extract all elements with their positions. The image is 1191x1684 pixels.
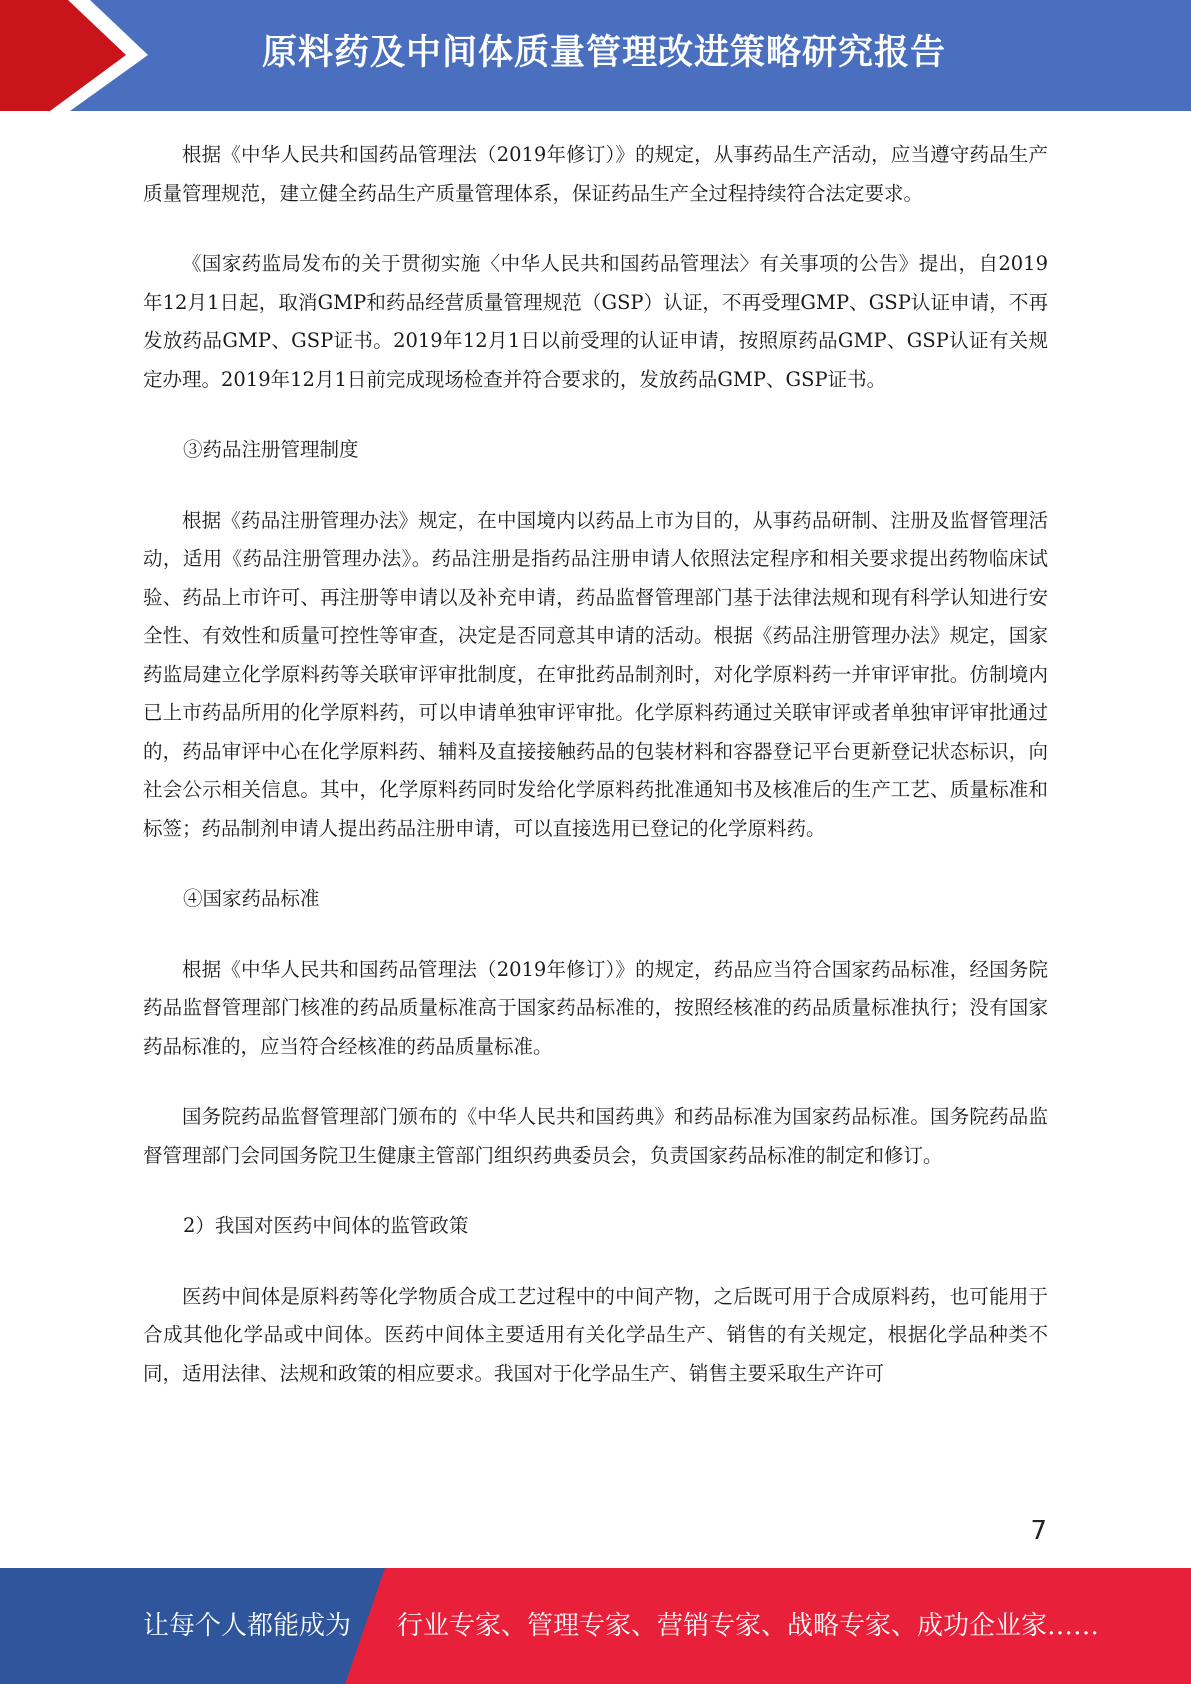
page-footer <box>0 1568 1191 1684</box>
section-heading-national-standards: ④国家药品标准 <box>183 887 320 910</box>
paragraph-gmp-certification: 《国家药监局发布的关于贯彻实施〈中华人民共和国药品管理法〉有关事项的公告》提出，自2019年12月1日起，取消GMP和药品经营质量管理规范（GSP）认证，不再受理GMP、GSP认证申请，不再发放药品GMP、GSP证书。2019年12月1日以前受理的认证申请，按照原药品GMP、GSP认证有关规定办理。2019年12月1日前完成现场检查并符合要求的，发放药品GMP、GSP证书。 <box>143 252 1048 391</box>
document-title: 原料药及中间体质量管理改进策略研究报告 <box>262 33 947 73</box>
paragraph-national-standards: 根据《中华人民共和国药品管理法（2019年修订）》的规定，药品应当符合国家药品标准，经国务院药品监督管理部门核准的药品质量标准高于国家药品标准的，按照经核准的药品质量标准执行；没有国家药品标准的，应当符合经核准的药品质量标准。 <box>143 957 1048 1058</box>
page-number: 7 <box>1030 1516 1047 1546</box>
footer-slogan-right: 行业专家、管理专家、营销专家、战略专家、成功企业家…… <box>397 1611 1100 1641</box>
page-header <box>0 0 1191 111</box>
paragraph-gmp-requirement: 根据《中华人民共和国药品管理法（2019年修订）》的规定，从事药品生产活动，应当遵守药品生产质量管理规范，建立健全药品生产质量管理体系，保证药品生产全过程持续符合法定要求。 <box>143 143 1048 205</box>
document-body <box>143 136 1048 1425</box>
paragraph-drug-registration: 根据《药品注册管理办法》规定，在中国境内以药品上市为目的，从事药品研制、注册及监督管理活动，适用《药品注册管理办法》。药品注册是指药品注册申请人依照法定程序和相关要求提出药物临床试验、药品上市许可、再注册等申请以及补充申请，药品监督管理部门基于法律法规和现有科学认知进行安全性、有效性和质量可控性等审查，决定是否同意其申请的活动。根据《药品注册管理办法》规定，国家药监局建立化学原料药等关联审评审批制度，在审批药品制剂时，对化学原料药一并审评审批。仿制境内已上市药品所用的化学原料药，可以申请单独审评审批。化学原料药通过关联审评或者单独审评审批通过的，药品审评中心在化学原料药、辅料及直接接触药品的包装材料和容器登记平台更新登记状态标识，向社会公示相关信息。其中，化学原料药同时发给化学原料药批准通知书及核准后的生产工艺、质量标准和标签；药品制剂申请人提出药品注册申请，可以直接选用已登记的化学原料药。 <box>143 508 1048 840</box>
footer-slogan-left: 让每个人都能成为 <box>143 1611 352 1641</box>
section-heading-drug-registration: ③药品注册管理制度 <box>183 438 359 461</box>
section-heading-intermediates-policy: 2）我国对医药中间体的监管政策 <box>183 1214 469 1237</box>
paragraph-pharmacopoeia: 国务院药品监督管理部门颁布的《中华人民共和国药典》和药品标准为国家药品标准。国务院药品监督管理部门会同国务院卫生健康主管部门组织药典委员会，负责国家药品标准的制定和修订。 <box>143 1105 1048 1167</box>
paragraph-intermediates: 医药中间体是原料药等化学物质合成工艺过程中的中间产物，之后既可用于合成原料药，也可能用于合成其他化学品或中间体。医药中间体主要适用有关化学品生产、销售的有关规定，根据化学品种类不同，适用法律、法规和政策的相应要求。我国对于化学品生产、销售主要采取生产许可 <box>143 1284 1048 1385</box>
